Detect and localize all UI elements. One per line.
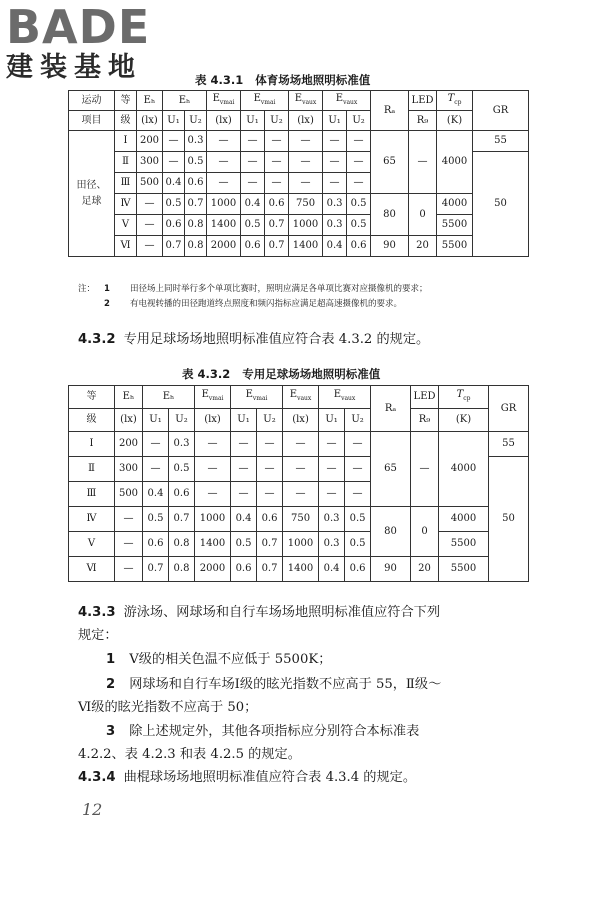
grade-cell: Ⅱ xyxy=(69,457,115,482)
value-cell: 0.5 xyxy=(241,215,265,236)
value-cell: 0.8 xyxy=(185,215,207,236)
table2-football-lighting xyxy=(68,385,529,582)
value-cell: — xyxy=(257,432,283,457)
value-cell: 0.5 xyxy=(347,215,371,236)
value-cell: — xyxy=(163,131,185,152)
value-cell: — xyxy=(289,173,323,194)
value-cell: 500 xyxy=(137,173,163,194)
value-cell: 0.6 xyxy=(163,215,185,236)
value-cell: 2000 xyxy=(195,557,231,582)
value-cell: 0.3 xyxy=(319,532,345,557)
tcp-cell: 4000 xyxy=(437,131,473,194)
header-sport-2: 项目 xyxy=(69,111,115,131)
grade-cell: Ⅰ xyxy=(69,432,115,457)
value-cell: — xyxy=(163,152,185,173)
clause-4-3-3-cont: 规定： xyxy=(78,628,118,643)
led-cell: 20 xyxy=(411,557,439,582)
header-evmai-unit: (lx) xyxy=(195,409,231,432)
value-cell: — xyxy=(241,152,265,173)
header-u1: U₁ xyxy=(241,111,265,131)
header-tcp: $T_{cp}$ xyxy=(437,91,473,111)
value-cell: — xyxy=(289,152,323,173)
value-cell: 0.5 xyxy=(143,507,169,532)
value-cell: 0.5 xyxy=(231,532,257,557)
value-cell: — xyxy=(265,173,289,194)
value-cell: — xyxy=(143,457,169,482)
tcp-cell: 5500 xyxy=(437,236,473,257)
value-cell: 2000 xyxy=(207,236,241,257)
value-cell: 0.7 xyxy=(169,507,195,532)
value-cell: 0.7 xyxy=(265,236,289,257)
led-cell: 20 xyxy=(409,236,437,257)
gr-cell: 50 xyxy=(473,152,529,257)
clause-4-3-3 xyxy=(78,603,440,623)
header-u2: U₂ xyxy=(185,111,207,131)
grade-cell: Ⅰ xyxy=(115,131,137,152)
value-cell: — xyxy=(231,482,257,507)
header-gr: GR xyxy=(489,386,529,432)
value-cell: — xyxy=(289,131,323,152)
header-led: LED xyxy=(411,386,439,409)
value-cell: 0.3 xyxy=(323,215,347,236)
value-cell: 0.6 xyxy=(265,194,289,215)
ra-cell: 90 xyxy=(371,557,411,582)
header-grade: 等 xyxy=(115,91,137,111)
ra-cell: 80 xyxy=(371,194,409,236)
value-cell: 750 xyxy=(283,507,319,532)
value-cell: — xyxy=(143,432,169,457)
value-cell: 300 xyxy=(137,152,163,173)
header-eh-unit: (lx) xyxy=(115,409,143,432)
value-cell: — xyxy=(319,457,345,482)
value-cell: 0.3 xyxy=(169,432,195,457)
note-number: 2 xyxy=(104,299,110,309)
clause-number: 4.3.4 xyxy=(78,770,116,785)
value-cell: — xyxy=(207,131,241,152)
value-cell: — xyxy=(241,131,265,152)
value-cell: — xyxy=(115,507,143,532)
value-cell: — xyxy=(265,131,289,152)
tcp-cell: 5500 xyxy=(437,215,473,236)
header-ra: Rₐ xyxy=(371,386,411,432)
value-cell: — xyxy=(195,482,231,507)
header-u2: U₂ xyxy=(257,409,283,432)
value-cell: 1400 xyxy=(283,557,319,582)
value-cell: 1000 xyxy=(207,194,241,215)
header-evmai-uniformity: $E_{vmai}$ xyxy=(241,91,289,111)
header-led-r9: R₉ xyxy=(411,409,439,432)
value-cell: 0.3 xyxy=(323,194,347,215)
value-cell: — xyxy=(207,152,241,173)
led-cell: — xyxy=(409,131,437,194)
value-cell: — xyxy=(323,173,347,194)
value-cell: — xyxy=(115,532,143,557)
value-cell: — xyxy=(231,432,257,457)
clause-item-1 xyxy=(106,650,331,670)
note-item xyxy=(78,297,538,312)
value-cell: — xyxy=(115,557,143,582)
grade-cell: Ⅵ xyxy=(69,557,115,582)
item-number: 2 xyxy=(106,677,116,692)
header-tcp-unit: (K) xyxy=(439,409,489,432)
value-cell: 750 xyxy=(289,194,323,215)
clause-number: 4.3.3 xyxy=(78,605,116,620)
table1-caption-title: 体育场场地照明标准值 xyxy=(255,73,371,87)
header-u2: U₂ xyxy=(265,111,289,131)
value-cell: 0.3 xyxy=(185,131,207,152)
header-tcp-unit: (K) xyxy=(437,111,473,131)
value-cell: 0.7 xyxy=(257,557,283,582)
gr-cell: 55 xyxy=(489,432,529,457)
value-cell: 0.4 xyxy=(143,482,169,507)
value-cell: — xyxy=(231,457,257,482)
led-cell: — xyxy=(411,432,439,507)
header-ra: Rₐ xyxy=(371,91,409,131)
value-cell: — xyxy=(283,482,319,507)
header-evaux-unit: (lx) xyxy=(289,111,323,131)
table1-caption xyxy=(195,72,370,88)
value-cell: 0.7 xyxy=(257,532,283,557)
header-evaux: $E_{vaux}$ xyxy=(283,386,319,409)
value-cell: — xyxy=(345,432,371,457)
header-u2: U₂ xyxy=(345,409,371,432)
item-text: 除上述规定外，其他各项指标应分别符合本标准表 xyxy=(129,724,420,739)
header-evaux-unit: (lx) xyxy=(283,409,319,432)
value-cell: — xyxy=(207,173,241,194)
table-row xyxy=(69,215,529,236)
note-number: 1 xyxy=(104,284,110,294)
tcp-cell: 4000 xyxy=(439,507,489,532)
value-cell: — xyxy=(257,482,283,507)
grade-cell: Ⅴ xyxy=(115,215,137,236)
value-cell: — xyxy=(347,152,371,173)
logo-wordmark: BADE xyxy=(6,0,151,54)
clause-text: 游泳场、网球场和自行车场场地照明标准值应符合下列 xyxy=(123,605,441,620)
table-row xyxy=(69,507,529,532)
value-cell: 0.6 xyxy=(345,557,371,582)
item-text: Ⅴ级的相关色温不应低于 5500K； xyxy=(129,652,332,667)
table2-caption-title: 专用足球场场地照明标准值 xyxy=(242,367,381,381)
table1-stadium-lighting xyxy=(68,90,529,257)
header-grade-2: 级 xyxy=(115,111,137,131)
header-evmai: $E_{vmai}$ xyxy=(207,91,241,111)
clause-item-2-cont: Ⅵ级的眩光指数不应高于 50； xyxy=(78,700,258,715)
grade-cell: Ⅴ xyxy=(69,532,115,557)
header-gr: GR xyxy=(473,91,529,131)
value-cell: 0.5 xyxy=(169,457,195,482)
value-cell: — xyxy=(265,152,289,173)
table2-caption xyxy=(182,366,380,382)
tcp-cell: 5500 xyxy=(439,532,489,557)
header-evaux-uniformity: $E_{vaux}$ xyxy=(323,91,371,111)
ra-cell: 65 xyxy=(371,432,411,507)
grade-cell: Ⅳ xyxy=(69,507,115,532)
table2-caption-number: 表 4.3.2 xyxy=(182,367,231,381)
value-cell: — xyxy=(345,457,371,482)
value-cell: 1400 xyxy=(195,532,231,557)
header-u2: U₂ xyxy=(347,111,371,131)
led-cell: 0 xyxy=(409,194,437,236)
table-row xyxy=(69,194,529,215)
value-cell: 0.7 xyxy=(185,194,207,215)
grade-cell: Ⅵ xyxy=(115,236,137,257)
value-cell: 0.8 xyxy=(169,532,195,557)
header-tcp: $T_{cp}$ xyxy=(439,386,489,409)
value-cell: — xyxy=(137,194,163,215)
grade-cell: Ⅳ xyxy=(115,194,137,215)
ra-cell: 65 xyxy=(371,131,409,194)
bade-logo xyxy=(6,0,182,94)
value-cell: — xyxy=(195,432,231,457)
clause-item-2 xyxy=(106,675,441,695)
value-cell: 0.6 xyxy=(347,236,371,257)
value-cell: 1000 xyxy=(283,532,319,557)
table1-notes xyxy=(78,282,538,312)
header-evaux-uniformity: $E_{vaux}$ xyxy=(319,386,371,409)
value-cell: 200 xyxy=(115,432,143,457)
value-cell: 0.4 xyxy=(231,507,257,532)
note-text: 田径场上同时举行多个单项比赛时，照明应满足各单项比赛对应摄像机的要求； xyxy=(130,284,428,294)
header-eh-uniformity: Eₕ xyxy=(163,91,207,111)
header-evmai-unit: (lx) xyxy=(207,111,241,131)
value-cell: — xyxy=(323,152,347,173)
notes-label: 注： xyxy=(78,284,96,294)
page-number: 12 xyxy=(82,800,103,819)
value-cell: 0.5 xyxy=(163,194,185,215)
note-text: 有电视转播的田径跑道终点照度和频闪指标应满足超高速摄像机的要求。 xyxy=(130,299,403,309)
value-cell: 0.6 xyxy=(257,507,283,532)
item-text: 网球场和自行车场Ⅰ级的眩光指数不应高于 55，Ⅱ级～ xyxy=(129,677,442,692)
header-eh: Eₕ xyxy=(137,91,163,111)
header-led: LED xyxy=(409,91,437,111)
value-cell: 200 xyxy=(137,131,163,152)
table1-caption-number: 表 4.3.1 xyxy=(195,73,244,87)
header-evmai-uniformity: $E_{vmai}$ xyxy=(231,386,283,409)
logo-subtitle: 建装基地 xyxy=(6,52,142,83)
table-row xyxy=(69,432,529,457)
value-cell: — xyxy=(347,173,371,194)
led-cell: 0 xyxy=(411,507,439,557)
value-cell: 0.8 xyxy=(169,557,195,582)
value-cell: 0.6 xyxy=(185,173,207,194)
value-cell: — xyxy=(257,457,283,482)
value-cell: 0.6 xyxy=(169,482,195,507)
clause-text: 曲棍球场场地照明标准值应符合表 4.3.4 的规定。 xyxy=(123,770,417,785)
tcp-cell: 4000 xyxy=(437,194,473,215)
value-cell: 0.6 xyxy=(143,532,169,557)
item-number: 3 xyxy=(106,724,116,739)
value-cell: — xyxy=(283,432,319,457)
sport-name: 田径、足球 xyxy=(69,131,115,257)
header-evaux: $E_{vaux}$ xyxy=(289,91,323,111)
header-led-r9: R₉ xyxy=(409,111,437,131)
header-grade-2: 级 xyxy=(69,409,115,432)
value-cell: — xyxy=(241,173,265,194)
value-cell: 0.7 xyxy=(143,557,169,582)
table-row xyxy=(69,557,529,582)
clause-text: 专用足球场场地照明标准值应符合表 4.3.2 的规定。 xyxy=(123,332,430,347)
value-cell: — xyxy=(319,432,345,457)
value-cell: 300 xyxy=(115,457,143,482)
value-cell: 0.4 xyxy=(319,557,345,582)
value-cell: 0.6 xyxy=(231,557,257,582)
value-cell: 0.5 xyxy=(345,507,371,532)
clause-number: 4.3.2 xyxy=(78,332,116,347)
clause-4-3-2 xyxy=(78,330,429,350)
value-cell: 1000 xyxy=(289,215,323,236)
header-u2: U₂ xyxy=(169,409,195,432)
header-u1: U₁ xyxy=(319,409,345,432)
value-cell: — xyxy=(195,457,231,482)
table-row xyxy=(69,236,529,257)
value-cell: — xyxy=(323,131,347,152)
header-grade: 等 xyxy=(69,386,115,409)
value-cell: 0.7 xyxy=(265,215,289,236)
ra-cell: 90 xyxy=(371,236,409,257)
value-cell: — xyxy=(319,482,345,507)
header-u1: U₁ xyxy=(323,111,347,131)
ra-cell: 80 xyxy=(371,507,411,557)
value-cell: 0.5 xyxy=(345,532,371,557)
value-cell: 0.8 xyxy=(185,236,207,257)
tcp-cell: 5500 xyxy=(439,557,489,582)
value-cell: 0.6 xyxy=(241,236,265,257)
grade-cell: Ⅱ xyxy=(115,152,137,173)
value-cell: 1400 xyxy=(289,236,323,257)
header-u1: U₁ xyxy=(143,409,169,432)
tcp-cell: 4000 xyxy=(439,432,489,507)
value-cell: 1400 xyxy=(207,215,241,236)
value-cell: 500 xyxy=(115,482,143,507)
clause-item-3 xyxy=(106,722,419,742)
header-eh-unit: (lx) xyxy=(137,111,163,131)
value-cell: 0.3 xyxy=(319,507,345,532)
header-u1: U₁ xyxy=(231,409,257,432)
header-sport: 运动 xyxy=(69,91,115,111)
item-number: 1 xyxy=(106,652,116,667)
value-cell: 0.4 xyxy=(163,173,185,194)
value-cell: — xyxy=(137,236,163,257)
table-row xyxy=(69,532,529,557)
value-cell: — xyxy=(283,457,319,482)
value-cell: 0.7 xyxy=(163,236,185,257)
clause-4-3-4 xyxy=(78,768,416,788)
header-eh: Eₕ xyxy=(115,386,143,409)
value-cell: 0.5 xyxy=(347,194,371,215)
value-cell: — xyxy=(345,482,371,507)
header-eh-uniformity: Eₕ xyxy=(143,386,195,409)
grade-cell: Ⅲ xyxy=(115,173,137,194)
value-cell: 0.4 xyxy=(323,236,347,257)
gr-cell: 50 xyxy=(489,457,529,582)
value-cell: 1000 xyxy=(195,507,231,532)
clause-item-3-cont: 4.2.2、表 4.2.3 和表 4.2.5 的规定。 xyxy=(78,747,301,762)
header-evmai: $E_{vmai}$ xyxy=(195,386,231,409)
table-row xyxy=(69,131,529,152)
gr-cell: 55 xyxy=(473,131,529,152)
note-item xyxy=(78,282,538,297)
value-cell: 0.4 xyxy=(241,194,265,215)
value-cell: — xyxy=(137,215,163,236)
header-u1: U₁ xyxy=(163,111,185,131)
value-cell: 0.5 xyxy=(185,152,207,173)
value-cell: — xyxy=(347,131,371,152)
grade-cell: Ⅲ xyxy=(69,482,115,507)
